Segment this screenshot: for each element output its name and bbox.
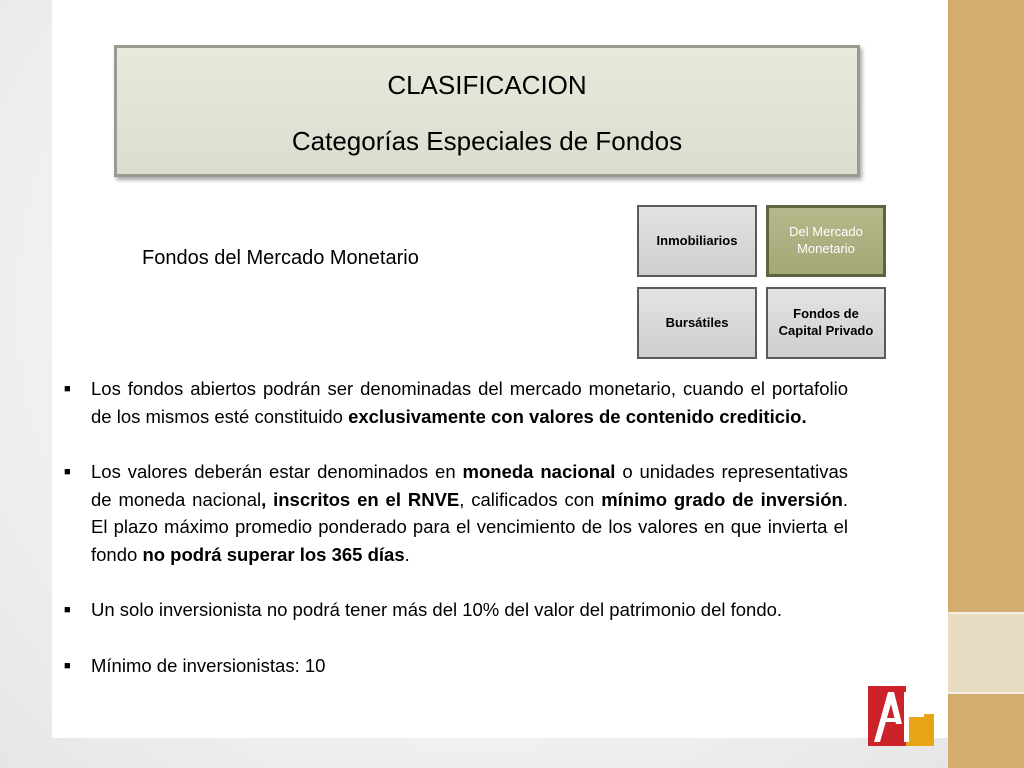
accent-band-light: [948, 614, 1024, 692]
bullet-item: [62, 375, 848, 430]
bullet-text: Los valores deberán estar denominados en: [91, 461, 463, 482]
bullet-text-bold: moneda nacional: [462, 461, 616, 482]
category-tile-label: Del Mercado Monetario: [789, 224, 863, 256]
bullet-item: [62, 596, 848, 624]
bullet-marker-icon: ■: [64, 466, 71, 478]
accent-band: [948, 0, 1024, 768]
accent-stripe: [948, 692, 1024, 694]
bullet-text: , calificados con: [459, 488, 602, 510]
category-tile-label: Inmobiliarios: [656, 232, 738, 248]
category-tile-inmobiliarios[interactable]: [637, 205, 757, 277]
bullet-text: Mínimo de inversionistas: 10: [91, 654, 326, 676]
bullet-text-bold: exclusivamente con valores de contenido crediticio.: [348, 405, 807, 427]
bullet-text: o unidades representativas de moneda nacional: [91, 461, 848, 510]
af-logo-icon: [864, 684, 936, 748]
bullet-item: [62, 652, 848, 680]
bullet-text-bold: , inscritos en el RNVE: [261, 488, 460, 510]
category-tile-bursatiles[interactable]: [637, 287, 757, 359]
bullet-marker-icon: ■: [64, 604, 71, 616]
bullet-item: [62, 458, 848, 568]
section-heading: Fondos del Mercado Monetario: [142, 247, 419, 269]
slide-subtitle: Categorías Especiales de Fondos: [291, 126, 683, 156]
category-tile-label: Fondos de Capital Privado: [778, 306, 874, 338]
category-tile-mercado-monetario[interactable]: [766, 205, 886, 277]
category-tile-capital-privado[interactable]: [766, 287, 886, 359]
bullet-text: .: [404, 543, 410, 565]
slide-title: CLASIFICACION: [387, 70, 587, 100]
bullet-marker-icon: ■: [64, 659, 71, 672]
bullet-text: Un solo inversionista no podrá tener más del 10% del valor del patrimonio del fondo.: [91, 599, 783, 620]
bullet-text-bold: mínimo grado de inversión: [601, 488, 843, 510]
bullet-text: Los fondos abiertos podrán ser denominadas del mercado monetario, cuando el portafolio de los mismos esté constituido: [91, 378, 848, 427]
bullet-marker-icon: ■: [64, 383, 71, 395]
category-tile-label: Bursátiles: [665, 314, 729, 330]
bullet-text-bold: no podrá superar los 365 días: [142, 543, 405, 565]
bullet-list: [62, 375, 848, 707]
title-box: [114, 45, 860, 177]
bullet-text: . El plazo máximo promedio ponderado para el vencimiento de los valores en que invierta el fondo: [91, 488, 848, 565]
